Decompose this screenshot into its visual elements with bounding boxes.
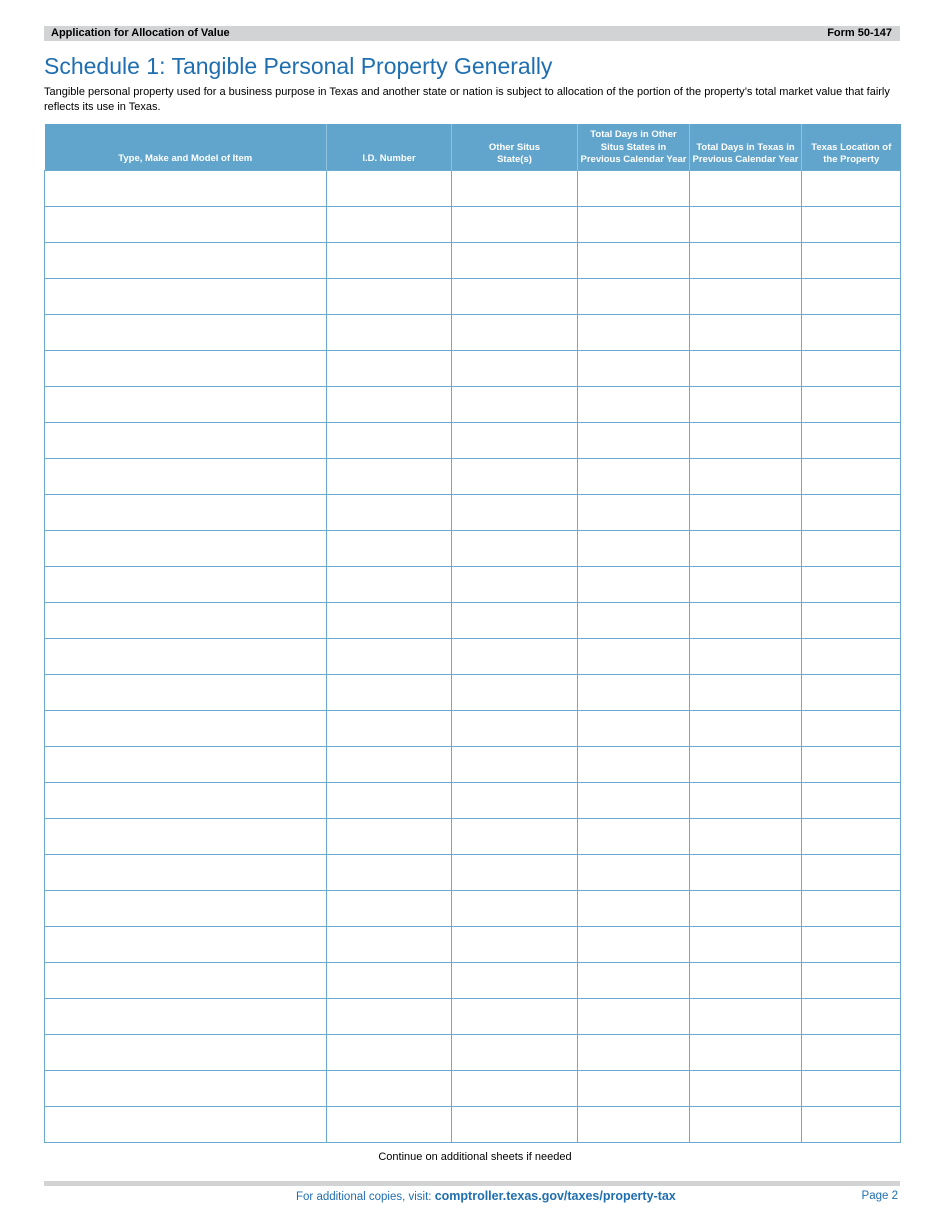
cell-texas-location[interactable] [802,314,901,350]
cell-days-other-situs[interactable] [578,242,690,278]
cell-days-other-situs[interactable] [578,530,690,566]
cell-days-texas[interactable] [690,854,802,890]
cell-other-situs-states[interactable] [452,278,578,314]
cell-days-other-situs[interactable] [578,998,690,1034]
cell-other-situs-states[interactable] [452,962,578,998]
footer-copies-text [296,1188,676,1205]
cell-texas-location[interactable] [802,170,901,206]
cell-type-make-model[interactable] [45,566,327,602]
cell-type-make-model[interactable] [45,674,327,710]
cell-days-texas[interactable] [690,926,802,962]
cell-id-number[interactable] [327,1070,452,1106]
cell-type-make-model[interactable] [45,386,327,422]
cell-days-texas[interactable] [690,494,802,530]
table-row [45,566,901,602]
cell-days-texas[interactable] [690,746,802,782]
cell-days-texas[interactable] [690,1034,802,1070]
cell-days-other-situs[interactable] [578,314,690,350]
property-table [44,124,901,1143]
cell-texas-location[interactable] [802,602,901,638]
cell-id-number[interactable] [327,674,452,710]
cell-other-situs-states[interactable] [452,458,578,494]
cell-days-other-situs[interactable] [578,674,690,710]
cell-id-number[interactable] [327,1106,452,1142]
cell-type-make-model[interactable] [45,962,327,998]
cell-type-make-model[interactable] [45,854,327,890]
cell-other-situs-states[interactable] [452,854,578,890]
schedule-title: Schedule 1: Tangible Personal Property Generally [44,53,553,79]
cell-texas-location[interactable] [802,962,901,998]
cell-days-texas[interactable] [690,170,802,206]
cell-type-make-model[interactable] [45,278,327,314]
cell-days-other-situs[interactable] [578,818,690,854]
cell-id-number[interactable] [327,314,452,350]
cell-id-number[interactable] [327,350,452,386]
table-row [45,530,901,566]
col-header-id-number: I.D. Number [327,124,452,170]
cell-other-situs-states[interactable] [452,206,578,242]
cell-texas-location[interactable] [802,1106,901,1142]
cell-type-make-model[interactable] [45,890,327,926]
cell-days-texas[interactable] [690,314,802,350]
cell-days-other-situs[interactable] [578,962,690,998]
cell-days-texas[interactable] [690,566,802,602]
cell-texas-location[interactable] [802,1070,901,1106]
cell-days-other-situs[interactable] [578,566,690,602]
cell-other-situs-states[interactable] [452,530,578,566]
cell-days-other-situs[interactable] [578,458,690,494]
cell-type-make-model[interactable] [45,1070,327,1106]
cell-days-other-situs[interactable] [578,206,690,242]
cell-other-situs-states[interactable] [452,1034,578,1070]
table-row [45,314,901,350]
cell-type-make-model[interactable] [45,242,327,278]
cell-texas-location[interactable] [802,494,901,530]
cell-id-number[interactable] [327,710,452,746]
col-header-days-other-situs: Total Days in Other Situs States in Previous Calendar Year [578,124,690,170]
cell-other-situs-states[interactable] [452,602,578,638]
cell-other-situs-states[interactable] [452,890,578,926]
cell-type-make-model[interactable] [45,422,327,458]
table-row [45,1070,901,1106]
cell-days-other-situs[interactable] [578,782,690,818]
cell-texas-location[interactable] [802,1034,901,1070]
cell-type-make-model[interactable] [45,314,327,350]
cell-type-make-model[interactable] [45,1034,327,1070]
col-header-days-texas: Total Days in Texas in Previous Calendar Year [690,124,802,170]
table-row [45,422,901,458]
cell-id-number[interactable] [327,494,452,530]
cell-days-other-situs[interactable] [578,890,690,926]
cell-days-texas[interactable] [690,674,802,710]
cell-texas-location[interactable] [802,638,901,674]
form-number: Form 50-147 [827,27,892,39]
cell-texas-location[interactable] [802,242,901,278]
cell-other-situs-states[interactable] [452,638,578,674]
cell-type-make-model[interactable] [45,926,327,962]
table-row [45,890,901,926]
intro-text: Tangible personal property used for a business purpose in Texas and another state or nation is subject to allocation of the portion of the property’s total market value that fairly reflects its use in Texas. [44,86,890,113]
cell-type-make-model[interactable] [45,818,327,854]
cell-days-texas[interactable] [690,1106,802,1142]
cell-other-situs-states[interactable] [452,422,578,458]
cell-days-other-situs[interactable] [578,278,690,314]
cell-texas-location[interactable] [802,746,901,782]
table-row [45,350,901,386]
cell-days-other-situs[interactable] [578,1106,690,1142]
cell-other-situs-states[interactable] [452,566,578,602]
cell-id-number[interactable] [327,242,452,278]
cell-texas-location[interactable] [802,530,901,566]
table-header-row [45,124,901,170]
cell-texas-location[interactable] [802,890,901,926]
cell-type-make-model[interactable] [45,458,327,494]
cell-texas-location[interactable] [802,818,901,854]
cell-type-make-model[interactable] [45,170,327,206]
cell-other-situs-states[interactable] [452,818,578,854]
cell-other-situs-states[interactable] [452,998,578,1034]
cell-id-number[interactable] [327,998,452,1034]
table-row [45,458,901,494]
cell-id-number[interactable] [327,746,452,782]
cell-texas-location[interactable] [802,926,901,962]
cell-id-number[interactable] [327,278,452,314]
cell-texas-location[interactable] [802,674,901,710]
table-row [45,710,901,746]
cell-days-texas[interactable] [690,458,802,494]
cell-id-number[interactable] [327,926,452,962]
cell-texas-location[interactable] [802,782,901,818]
table-row [45,854,901,890]
cell-days-other-situs[interactable] [578,1070,690,1106]
cell-days-texas[interactable] [690,890,802,926]
cell-texas-location[interactable] [802,386,901,422]
table-row [45,962,901,998]
table-row [45,782,901,818]
continue-note: Continue on additional sheets if needed [378,1151,572,1163]
table-row [45,1106,901,1142]
cell-days-texas[interactable] [690,350,802,386]
cell-other-situs-states[interactable] [452,386,578,422]
cell-days-texas[interactable] [690,386,802,422]
cell-other-situs-states[interactable] [452,494,578,530]
cell-texas-location[interactable] [802,854,901,890]
cell-days-other-situs[interactable] [578,350,690,386]
cell-days-other-situs[interactable] [578,854,690,890]
footer-prefix: For additional copies, visit: [296,1191,435,1203]
cell-type-make-model[interactable] [45,998,327,1034]
cell-days-texas[interactable] [690,1070,802,1106]
page-number: Page 2 [861,1190,898,1202]
cell-days-texas[interactable] [690,530,802,566]
cell-days-texas[interactable] [690,998,802,1034]
cell-days-other-situs[interactable] [578,926,690,962]
cell-days-other-situs[interactable] [578,746,690,782]
cell-days-other-situs[interactable] [578,710,690,746]
table-row [45,638,901,674]
cell-other-situs-states[interactable] [452,170,578,206]
footer-divider [44,1181,900,1186]
cell-texas-location[interactable] [802,422,901,458]
cell-texas-location[interactable] [802,278,901,314]
cell-days-other-situs[interactable] [578,494,690,530]
cell-days-texas[interactable] [690,206,802,242]
cell-type-make-model[interactable] [45,746,327,782]
cell-id-number[interactable] [327,782,452,818]
table-row [45,242,901,278]
cell-days-other-situs[interactable] [578,602,690,638]
cell-other-situs-states[interactable] [452,1070,578,1106]
cell-other-situs-states[interactable] [452,314,578,350]
col-header-texas-location: Texas Location of the Property [802,124,901,170]
table-row [45,674,901,710]
cell-id-number[interactable] [327,962,452,998]
col-header-other-situs-states: Other Situs State(s) [452,124,578,170]
cell-other-situs-states[interactable] [452,926,578,962]
cell-id-number[interactable] [327,170,452,206]
cell-texas-location[interactable] [802,998,901,1034]
cell-type-make-model[interactable] [45,530,327,566]
table-row [45,998,901,1034]
cell-other-situs-states[interactable] [452,782,578,818]
cell-days-texas[interactable] [690,818,802,854]
table-row [45,746,901,782]
cell-days-texas[interactable] [690,638,802,674]
cell-type-make-model[interactable] [45,494,327,530]
cell-other-situs-states[interactable] [452,242,578,278]
cell-id-number[interactable] [327,530,452,566]
cell-type-make-model[interactable] [45,1106,327,1142]
cell-days-texas[interactable] [690,962,802,998]
cell-days-texas[interactable] [690,782,802,818]
cell-id-number[interactable] [327,818,452,854]
cell-days-texas[interactable] [690,602,802,638]
cell-id-number[interactable] [327,1034,452,1070]
cell-texas-location[interactable] [802,710,901,746]
col-header-type-make-model: Type, Make and Model of Item [45,124,327,170]
footer-link[interactable]: comptroller.texas.gov/taxes/property-tax [434,1189,676,1203]
cell-id-number[interactable] [327,890,452,926]
table-row [45,206,901,242]
cell-type-make-model[interactable] [45,782,327,818]
table-row [45,170,901,206]
cell-days-other-situs[interactable] [578,1034,690,1070]
cell-days-texas[interactable] [690,278,802,314]
table-row [45,602,901,638]
cell-id-number[interactable] [327,854,452,890]
cell-id-number[interactable] [327,602,452,638]
cell-id-number[interactable] [327,566,452,602]
cell-type-make-model[interactable] [45,602,327,638]
cell-days-other-situs[interactable] [578,422,690,458]
cell-other-situs-states[interactable] [452,746,578,782]
cell-days-texas[interactable] [690,710,802,746]
cell-id-number[interactable] [327,458,452,494]
cell-id-number[interactable] [327,422,452,458]
cell-days-texas[interactable] [690,242,802,278]
cell-texas-location[interactable] [802,458,901,494]
cell-type-make-model[interactable] [45,638,327,674]
cell-id-number[interactable] [327,206,452,242]
table-row [45,1034,901,1070]
cell-id-number[interactable] [327,638,452,674]
cell-texas-location[interactable] [802,350,901,386]
cell-texas-location[interactable] [802,206,901,242]
cell-days-other-situs[interactable] [578,638,690,674]
form-header-title: Application for Allocation of Value [51,27,230,39]
cell-type-make-model[interactable] [45,206,327,242]
table-row [45,818,901,854]
cell-days-other-situs[interactable] [578,170,690,206]
cell-other-situs-states[interactable] [452,1106,578,1142]
cell-days-texas[interactable] [690,422,802,458]
table-row [45,926,901,962]
cell-id-number[interactable] [327,386,452,422]
cell-other-situs-states[interactable] [452,350,578,386]
cell-type-make-model[interactable] [45,350,327,386]
table-row [45,494,901,530]
table-row [45,386,901,422]
cell-texas-location[interactable] [802,566,901,602]
form-header-bar [44,26,900,41]
cell-other-situs-states[interactable] [452,710,578,746]
cell-other-situs-states[interactable] [452,674,578,710]
table-row [45,278,901,314]
cell-type-make-model[interactable] [45,710,327,746]
cell-days-other-situs[interactable] [578,386,690,422]
